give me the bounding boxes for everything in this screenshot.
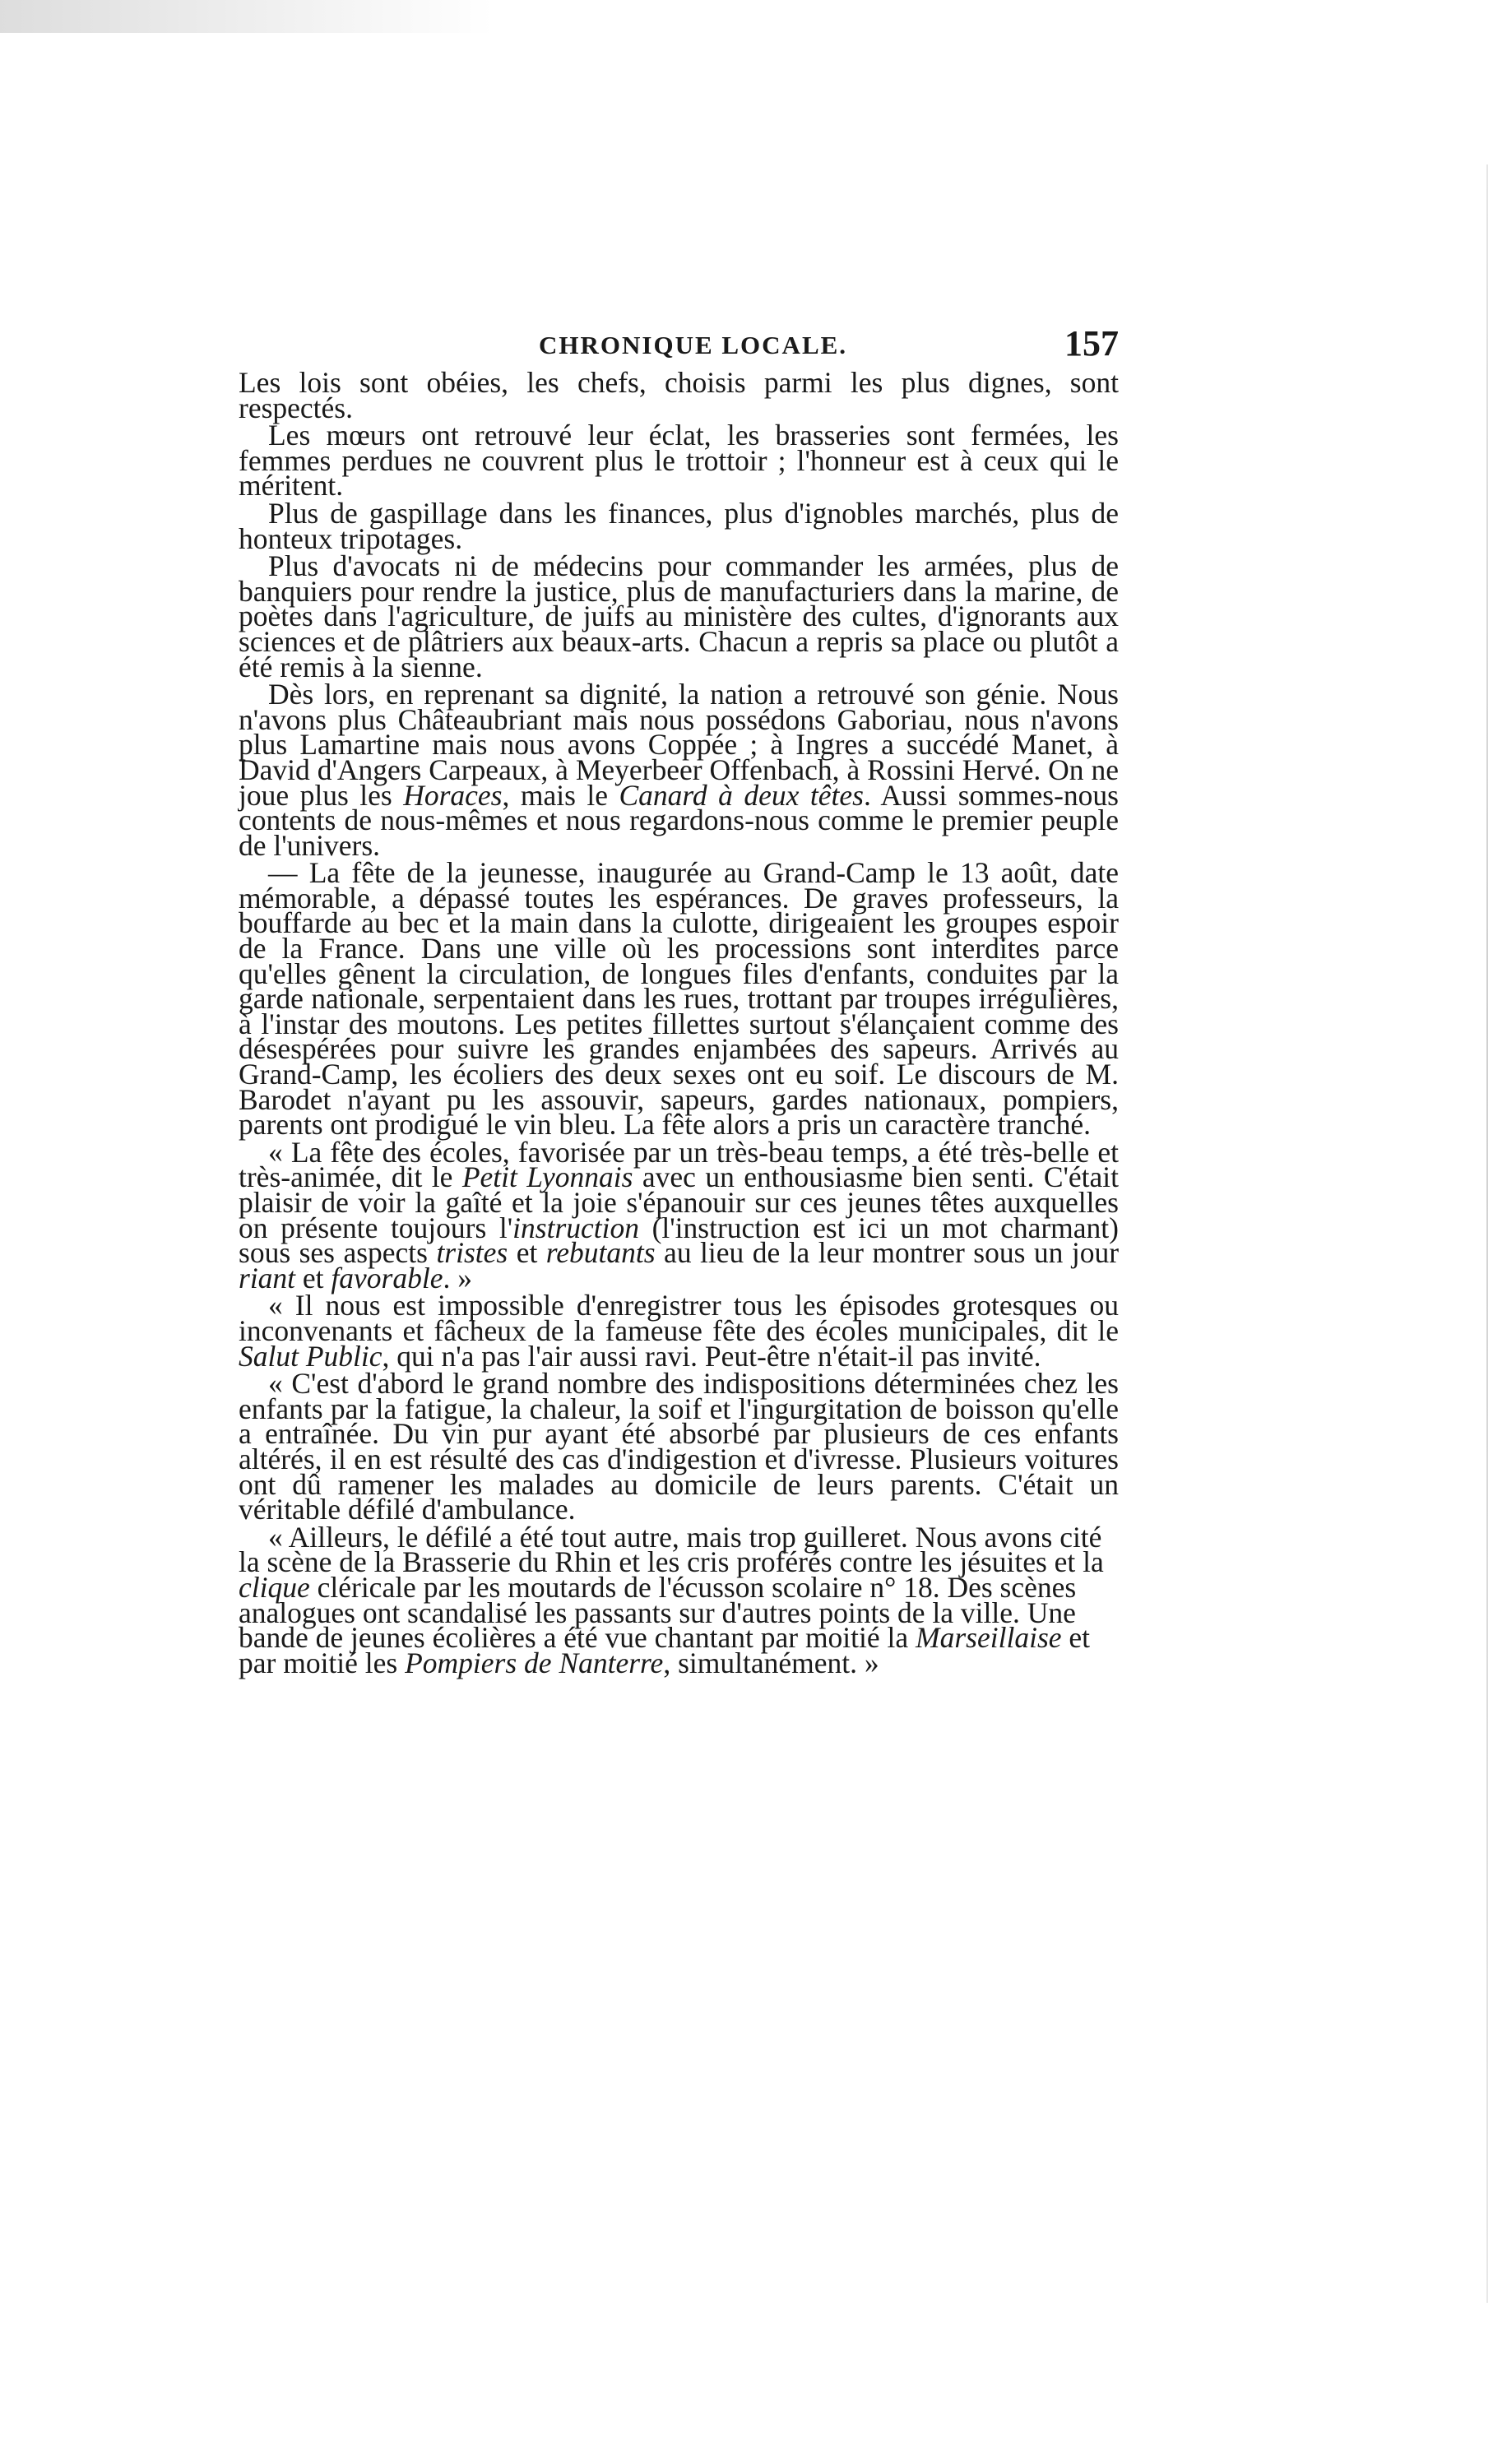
paragraph [239, 1520, 1119, 1679]
italic-text: riant [239, 1261, 296, 1295]
text-run: « C'est d'abord le grand nombre des indispositions déterminées chez les enfants par la fatigue, la chaleur, la soif et l'ingurgitation de boisson qu'elle a entraînée. Du vin pur ayant été absorbé par plusieurs de ces enfants altérés, il en est résulté des cas d'indigestion et d'ivresse. Plusieurs voitures ont dû ramener les malades au domicile de leurs parents. C'était un véritable défilé d'ambulance. [239, 1367, 1119, 1526]
running-head: CHRONIQUE LOCALE. [539, 331, 848, 359]
text-run: avec un enthousiasme bien senti. C'était plaisir de voir la gaîté et la joie s'épanouir sur ces jeunes têtes auxquelles on présente toujours l' [239, 1160, 1120, 1244]
italic-text: clique [239, 1570, 310, 1604]
paragraph [239, 1289, 1119, 1373]
text-run: cléricale par les moutards de l'écusson scolaire n° 18. Des scènes analogues ont scandalisé les passants sur d'autres points de la ville. Une bande de jeunes écolières a été vue chantant par moitié la [239, 1570, 1077, 1655]
paragraph [239, 856, 1119, 1142]
body-text [239, 366, 1120, 1679]
italic-text: Petit Lyonnais [461, 1160, 633, 1194]
text-run: au lieu de la leur montrer sous un jour [655, 1236, 1120, 1270]
scan-edge-line [1486, 164, 1488, 2303]
italic-text: tristes [436, 1236, 508, 1270]
paragraph [239, 366, 1119, 424]
scan-noise [0, 0, 494, 33]
text-run: « Il nous est impossible d'enregistrer tous les épisodes grotesques ou inconvenants et fâcheux de la fameuse fête des écoles municipales, dit le [239, 1289, 1119, 1347]
italic-text: Marseillaise [916, 1621, 1062, 1655]
text-run: Les lois sont obéies, les chefs, choisis parmi les plus dignes, sont respectés. [239, 366, 1119, 424]
paragraph [239, 678, 1119, 862]
text-run: Plus d'avocats ni de médecins pour commander les armées, plus de banquiers pour rendre la justice, plus de manufacturiers dans la marine, de poètes dans l'agriculture, de juifs au ministère des cultes, d'ignorants aux sciences et de plâtriers aux beaux-arts. Chacun a repris sa place ou plutôt a été remis à la sienne. [239, 549, 1119, 683]
text-run: Les mœurs ont retrouvé leur éclat, les brasseries sont fermées, les femmes perdues ne couvrent plus le trottoir ; l'honneur est à ceux qui le méritent. [239, 419, 1119, 503]
text-run: . Aussi sommes-nous contents de nous-mêmes et nous regardons-nous comme le premier peuple de l'univers. [239, 778, 1119, 862]
text-run: et par moitié les [239, 1621, 1091, 1679]
paragraph [239, 1135, 1120, 1295]
text-run: — La fête de la jeunesse, inaugurée au Grand-Camp le 13 août, date mémorable, a dépassé toutes les espérances. De graves professeurs, la bouffarde au bec et la main dans la culotte, dirigeaient les groupes espoir de la France. Dans une ville où les processions sont interdites parce qu'elles gênent la circulation, de longues files d'enfants, conduites par la garde nationale, serpentaient dans les rues, trottant par troupes irrégulières, à l'instar des moutons. Les petites fillettes surtout s'élançaient comme des désespérées pour suivre les grandes enjambées des sapeurs. Arrivés au Grand-Camp, les écoliers des deux sexes ont eu soif. Le discours de M. Barodet n'ayant pu les assouvir, sapeurs, gardes nationaux, pompiers, parents ont prodigué le vin bleu. La fête alors a pris un caractère tranché. [239, 856, 1119, 1142]
paragraph [239, 549, 1119, 683]
italic-text: Canard à deux têtes [619, 778, 864, 812]
text-run: « La fête des écoles, favorisée par un très-beau temps, a été très-belle et très-animée, dit le [239, 1135, 1119, 1194]
paragraph [239, 496, 1119, 555]
text-run: . » [443, 1261, 472, 1295]
italic-text: rebutants [545, 1236, 656, 1270]
text-run: et [508, 1236, 546, 1270]
paragraph [239, 1367, 1119, 1526]
italic-text: instruction [512, 1211, 639, 1244]
page-header [239, 322, 1119, 372]
text-run: Dès lors, en reprenant sa dignité, la nation a retrouvé son génie. Nous n'avons plus Châteaubriant mais nous possédons Gaboriau, nous n'avons plus Lamartine mais nous avons Coppée ; à Ingres a succédé Manet, à David d'Angers Carpeaux, à Meyerbeer Offenbach, à Rossini Hervé. On ne joue plus les [239, 678, 1119, 812]
italic-text: Horaces [403, 778, 503, 812]
text-run: et [295, 1261, 332, 1295]
text-run: Plus de gaspillage dans les finances, plus d'ignobles marchés, plus de honteux tripotages. [239, 496, 1119, 555]
text-run: (l'instruction est ici un mot charmant) sous ses aspects [239, 1211, 1119, 1270]
text-run: , mais le [502, 778, 619, 812]
italic-text: Salut Public [239, 1339, 383, 1373]
page-number: 157 [1064, 323, 1119, 364]
paragraph [239, 419, 1119, 503]
italic-text: Pompiers de Nanterre [405, 1646, 664, 1679]
text-run: « Ailleurs, le défilé a été tout autre, mais trop guilleret. Nous avons cité la scène de la Brasserie du Rhin et les cris proférés contre les jésuites et la [239, 1520, 1104, 1579]
text-run: , qui n'a pas l'air aussi ravi. Peut-être n'était-il pas invité. [382, 1339, 1041, 1373]
text-run: , simultanément. » [663, 1646, 879, 1679]
italic-text: favorable [331, 1261, 443, 1295]
